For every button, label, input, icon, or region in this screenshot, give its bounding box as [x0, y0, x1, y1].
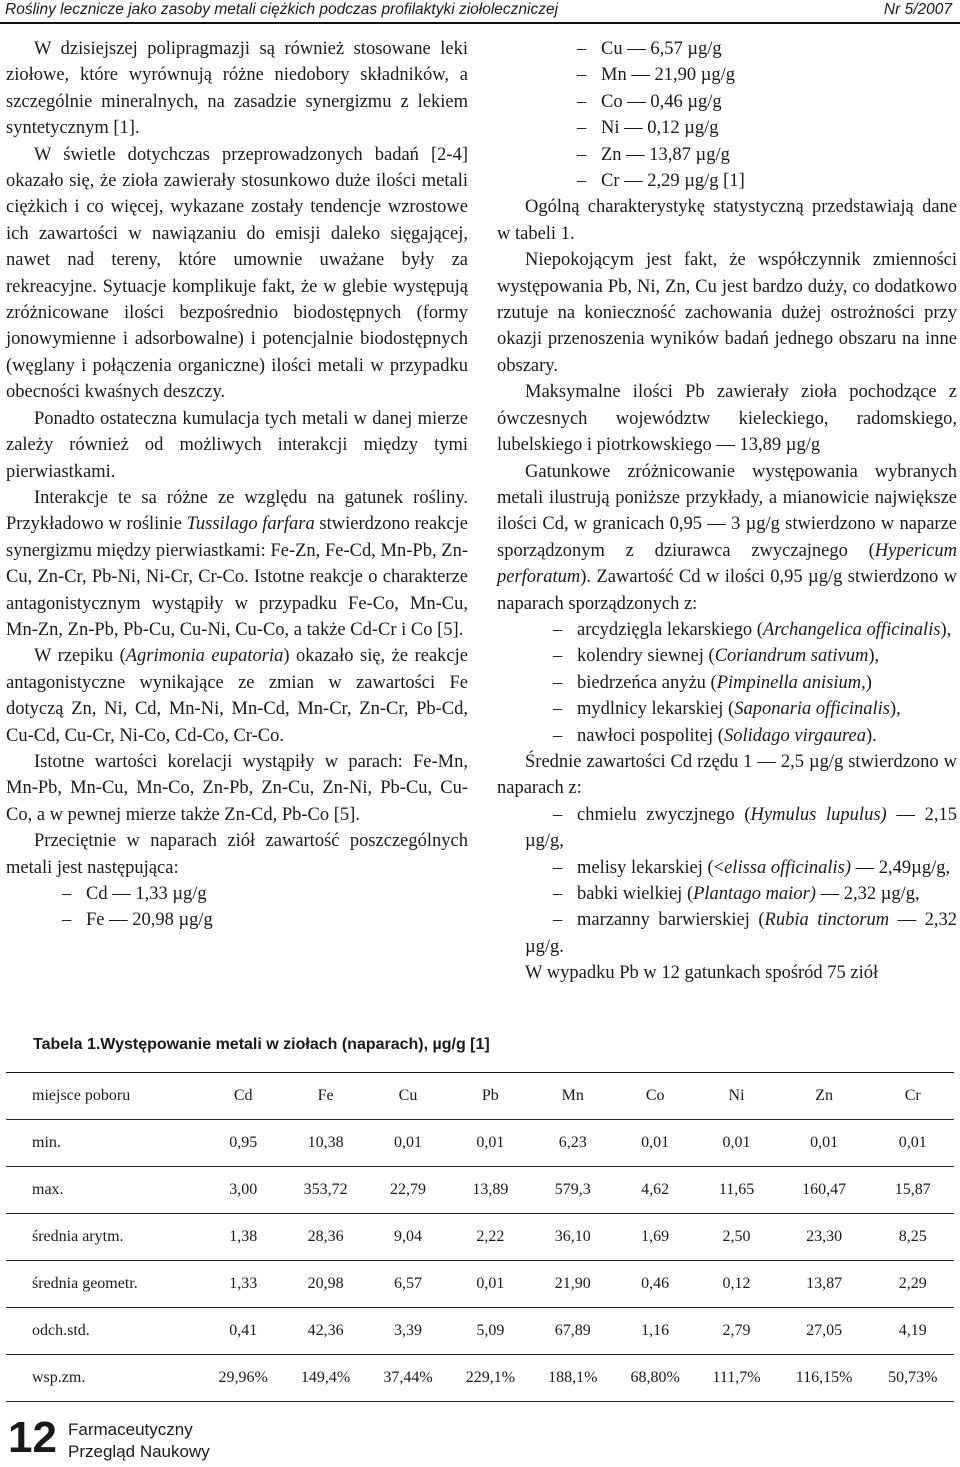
list-item-text: Ni — 0,12 µg/g [601, 118, 719, 139]
text-run: babki wielkiej ( [577, 884, 694, 904]
list-item: – babki wielkiej (Plantago maior) — 2,32 µg/g, [553, 884, 920, 904]
text-run: — 2,32 µg/g, [815, 884, 920, 904]
paragraph: W dzisiejszej polipragmazji są również stosowane leki ziołowe, które wyrównują różne niedobory składników, a szczególnie mineralnych, na zasadzie synergizmu z lekiem syntetycznym [1]. [6, 39, 468, 139]
list-item: – Ni — 0,12 µg/g [577, 118, 719, 139]
table-header-cell: Mn [532, 1073, 614, 1120]
text-run: Interakcje te sa różne ze względu na gatunek rośliny. Przykładowo w roślinie [6, 487, 468, 535]
table-cell: 2,29 [872, 1261, 954, 1308]
text-run: ), [940, 619, 952, 640]
table-cell: 23,30 [777, 1214, 872, 1261]
text-run: nawłoci pospolitej ( [577, 725, 724, 746]
table-cell: 2,50 [696, 1214, 776, 1261]
table-cell: 579,3 [532, 1167, 614, 1214]
table-cell: 22,79 [367, 1167, 449, 1214]
text-run: stwierdzono reakcje synergizmu między pierwiastkami: Fe-Zn, Fe-Cd, Mn-Pb, Zn-Cu, Zn-Cr, Pb-Ni, Ni-Cr, Cr-Co. Istotne reakcje o charakterze antagonistycznym wystąpiły w przypadku Fe-Co, Mn-Cu, Mn-Zn, Zn-Pb, Pb-Cu, Cu-Ni, Cu-Co, a także Cd-Cr i Co [5]. [6, 514, 468, 640]
table-cell: 11,65 [696, 1167, 776, 1214]
text-run: chmielu zwyczjnego ( [577, 804, 751, 825]
text-run: — 2,49µg/g, [851, 857, 951, 878]
species-name: Agrimonia eupatoria [125, 646, 284, 667]
paragraph [6, 643, 468, 749]
text-run: — 2,15 µg/g, [525, 804, 957, 852]
species-name: Archangelica officinalis [762, 619, 941, 640]
table-header-cell: Pb [449, 1073, 531, 1120]
text-run: melisy lekarskiej (< [577, 857, 725, 878]
list-item: – biedrzeńca anyżu (Pimpinella anisium,) [553, 672, 872, 693]
species-name: Saponaria officinalis [734, 699, 890, 720]
text-run: kolendry siewnej ( [577, 646, 715, 667]
list-item: – Mn — 21,90 µg/g [577, 65, 735, 86]
table-cell: 50,73% [872, 1355, 954, 1402]
table-header-cell: Fe [284, 1073, 366, 1120]
table-cell: 160,47 [777, 1167, 872, 1214]
list-item: – Cu — 6,57 µg/g [577, 39, 722, 59]
table-cell: 0,95 [202, 1120, 284, 1167]
paragraph: W świetle dotychczas przeprowadzonych badań [2-4] okazało się, że zioła zawierały stosunkowo duże ilości metali ciężkich i co więcej, wykazane zostały tendencje wzrostowe ich zawartości w nawiązaniu do emisji daleko sięgającej, nawet nad tereny, które umownie uważane były za rekreacyjne. Sytuacje komplikuje fakt, że w glebie występują zróżnicowane ilości bezpośrednio biodostępnych (formy jonowymienne i adsorbowalne) i potencjalnie biodostępnych (węglany i połączenia organiczne) ilości metali w przypadku obecności kwaśnych deszczy. [6, 144, 468, 403]
list-item: – marzanny barwierskiej (Rubia tinctorum — 2,32 µg/g. [525, 910, 957, 957]
table-cell: 0,01 [696, 1120, 776, 1167]
table-cell: 229,1% [449, 1355, 531, 1402]
journal-name-line1: Farmaceutyczny [68, 1420, 193, 1439]
text-run: ) [865, 672, 872, 693]
table-header-cell: Cr [872, 1073, 954, 1120]
species-name: Hymulus lupulus) [750, 804, 887, 825]
species-name: Tussilago farfara [186, 514, 315, 535]
table-cell: 0,01 [777, 1120, 872, 1167]
list-item: – Cr — 2,29 µg/g [1] [577, 171, 745, 192]
table-cell: 116,15% [777, 1355, 872, 1402]
text-run: marzanny barwierskiej ( [577, 910, 765, 931]
table-cell: 6,23 [532, 1120, 614, 1167]
table-header-cell: Ni [696, 1073, 776, 1120]
table-cell: średnia geometr. [6, 1261, 202, 1308]
species-name: elissa officinalis) [724, 857, 852, 878]
list-item-text: Mn — 21,90 µg/g [601, 65, 735, 86]
list-item-text: Zn — 13,87 µg/g [601, 144, 730, 165]
table-cell: 68,80% [614, 1355, 696, 1402]
paragraph: Istotne wartości korelacji wystąpiły w parach: Fe-Mn, Mn-Pb, Mn-Cu, Mn-Co, Zn-Pb, Zn-Cu, Zn-Ni, Pb-Cu, Cu-Co, a w pewnej mierze także Zn-Cd, Pb-Co [5]. [6, 751, 468, 825]
list-item: – chmielu zwyczjnego (Hymulus lupulus) — 2,15 µg/g, [525, 804, 957, 852]
table-row [6, 1167, 954, 1214]
journal-name-line2: Przegląd Naukowy [68, 1442, 210, 1461]
table-row [6, 1308, 954, 1355]
table-cell: średnia arytm. [6, 1214, 202, 1261]
text-run: ), [889, 699, 901, 720]
paragraph: Maksymalne ilości Pb zawierały zioła pochodzące z ówczesnych województw kieleckiego, radomskiego, lubelskiego i piotrkowskiego — 13,89 µg/g [497, 382, 957, 456]
list-item: – Fe — 20,98 µg/g [62, 910, 213, 931]
table-cell: 4,62 [614, 1167, 696, 1214]
text-run: — 2,32 µg/g. [525, 910, 957, 957]
table-cell: 0,41 [202, 1308, 284, 1355]
table-caption: Tabela 1.Występowanie metali w ziołach (naparach), µg/g [1] [33, 1036, 490, 1053]
paragraph: W wypadku Pb w 12 gatunkach spośród 75 ziół [525, 963, 879, 984]
species-name: Pimpinella anisium, [716, 672, 866, 693]
paragraph: Ogólną charakterystykę statystyczną przedstawiają dane w tabeli 1. [497, 197, 957, 244]
list-item: – Cd — 1,33 µg/g [62, 884, 207, 904]
table-cell: 29,96% [202, 1355, 284, 1402]
table-cell: 27,05 [777, 1308, 872, 1355]
text-run: ) okazało się, że reakcje antagonistyczne wynikające ze zmian w zawartości Fe dotyczą Zn, Ni, Cd, Mn-Ni, Mn-Cd, Mn-Cr, Zn-Cr, Pb-Cd, Cu-Cd, Cu-Cr, Ni-Co, Cd-Co, Cr-Co. [6, 646, 468, 746]
table-cell: 0,01 [449, 1261, 531, 1308]
table-cell: 1,69 [614, 1214, 696, 1261]
text-run: biedrzeńca anyżu ( [577, 672, 717, 693]
paragraph [6, 485, 468, 643]
text-run: W rzepiku ( [34, 646, 126, 667]
species-name: Solidago virgaurea [723, 725, 866, 746]
table-row [6, 1261, 954, 1308]
text-run: ). [865, 725, 877, 746]
list-item: – nawłoci pospolitej (Solidago virgaurea). [553, 725, 877, 746]
table-cell: 15,87 [872, 1167, 954, 1214]
table-header-cell: Co [614, 1073, 696, 1120]
running-header [0, 0, 960, 24]
list-item: – melisy lekarskiej (<elissa officinalis) — 2,49µg/g, [553, 857, 951, 878]
list-item-text: Cu — 6,57 µg/g [601, 39, 722, 59]
list-item-text: Fe — 20,98 µg/g [86, 910, 213, 931]
table-cell: 3,39 [367, 1308, 449, 1355]
table-cell: 13,87 [777, 1261, 872, 1308]
text-run: arcydzięgla lekarskiego ( [577, 619, 763, 640]
species-name: Coriandrum sativum [714, 646, 869, 667]
species-name: Plantago maior) [693, 884, 816, 904]
table-cell: 0,01 [449, 1120, 531, 1167]
table-cell: 42,36 [284, 1308, 366, 1355]
table-cell: 0,01 [367, 1120, 449, 1167]
left-column [6, 36, 468, 934]
table-row [6, 1120, 954, 1167]
table-cell: 2,22 [449, 1214, 531, 1261]
table-cell: wsp.zm. [6, 1355, 202, 1402]
table-cell: 0,01 [872, 1120, 954, 1167]
list-item: – Zn — 13,87 µg/g [577, 144, 730, 165]
table-cell: 188,1% [532, 1355, 614, 1402]
page-number: 12 [8, 1413, 57, 1462]
table-cell: min. [6, 1120, 202, 1167]
paragraph: Średnie zawartości Cd rzędu 1 — 2,5 µg/g stwierdzono w naparach z: [497, 751, 957, 799]
list-item: – Co — 0,46 µg/g [577, 91, 722, 112]
list-item-text: Cr — 2,29 µg/g [1] [601, 171, 745, 192]
table-cell: 37,44% [367, 1355, 449, 1402]
table-cell: 0,01 [614, 1120, 696, 1167]
paragraph [497, 459, 957, 617]
table-cell: 5,09 [449, 1308, 531, 1355]
text-run: ). Zawartość Cd w ilości 0,95 µg/g stwierdzono w naparach sporządzonych z: [497, 567, 957, 614]
table-cell: 1,38 [202, 1214, 284, 1261]
table-row [6, 1355, 954, 1402]
species-name: Hypericum perforatum [497, 540, 957, 588]
species-name: Rubia tinctorum [764, 910, 890, 931]
table-cell: 353,72 [284, 1167, 366, 1214]
table-cell: 0,46 [614, 1261, 696, 1308]
list-item: – mydlnicy lekarskiej (Saponaria officinalis), [553, 699, 901, 720]
table-header-cell: Cd [202, 1073, 284, 1120]
right-column [497, 36, 957, 987]
running-header-title: Rośliny lecznicze jako zasoby metali ciężkich podczas profilaktyki ziołoleczniczej [5, 1, 559, 18]
table-cell: 8,25 [872, 1214, 954, 1261]
table-header-row [6, 1073, 954, 1120]
paragraph: Niepokojącym jest fakt, że współczynnik zmienności występowania Pb, Ni, Zn, Cu jest bardzo duży, co dodatkowo rzutuje na konieczność zachowania dużej ostrożności przy okazji przenoszenia wyników badań jednego obszaru na inne obszary. [497, 250, 957, 376]
text-run: Gatunkowe zróżnicowanie występowania wybranych metali ilustrują poniższe przykłady, a mianowicie największe ilości Cd, w granicach 0,95 — 3 µg/g stwierdzono w naparze sporządzonym z dziurawca zwyczajnego ( [497, 461, 957, 561]
paragraph: Przeciętnie w naparach ziół zawartość poszczególnych metali jest następująca: [6, 831, 468, 878]
list-item-text: Co — 0,46 µg/g [601, 91, 722, 112]
table-row [6, 1214, 954, 1261]
table-cell: 67,89 [532, 1308, 614, 1355]
paragraph: Ponadto ostateczna kumulacja tych metali w danej mierze zależy również od możliwych interakcji między tymi pierwiastkami. [6, 408, 468, 482]
list-item: – arcydzięgla lekarskiego (Archangelica officinalis), [553, 619, 952, 640]
table-cell: 28,36 [284, 1214, 366, 1261]
table-cell: 21,90 [532, 1261, 614, 1308]
table-cell: 36,10 [532, 1214, 614, 1261]
table-cell: 20,98 [284, 1261, 366, 1308]
table-cell: 0,12 [696, 1261, 776, 1308]
table-cell: 149,4% [284, 1355, 366, 1402]
table-cell: 10,38 [284, 1120, 366, 1167]
table-cell: odch.std. [6, 1308, 202, 1355]
table-cell: 1,33 [202, 1261, 284, 1308]
table-cell: 3,00 [202, 1167, 284, 1214]
table-cell: 2,79 [696, 1308, 776, 1355]
table-cell: 111,7% [696, 1355, 776, 1402]
list-item: – kolendry siewnej (Coriandrum sativum), [553, 646, 880, 667]
table-cell: 9,04 [367, 1214, 449, 1261]
table-cell: 4,19 [872, 1308, 954, 1355]
list-item-text: Cd — 1,33 µg/g [86, 884, 207, 904]
issue-number: Nr 5/2007 [883, 1, 952, 18]
table-cell: 6,57 [367, 1261, 449, 1308]
table-cell: 13,89 [449, 1167, 531, 1214]
table-cell: max. [6, 1167, 202, 1214]
table-header-cell: miejsce poboru [6, 1073, 202, 1120]
table-header-cell: Cu [367, 1073, 449, 1120]
text-run: mydlnicy lekarskiej ( [577, 699, 735, 720]
table-cell: 1,16 [614, 1308, 696, 1355]
text-run: ), [868, 646, 880, 667]
table-header-cell: Zn [777, 1073, 872, 1120]
metals-table [6, 1072, 954, 1402]
